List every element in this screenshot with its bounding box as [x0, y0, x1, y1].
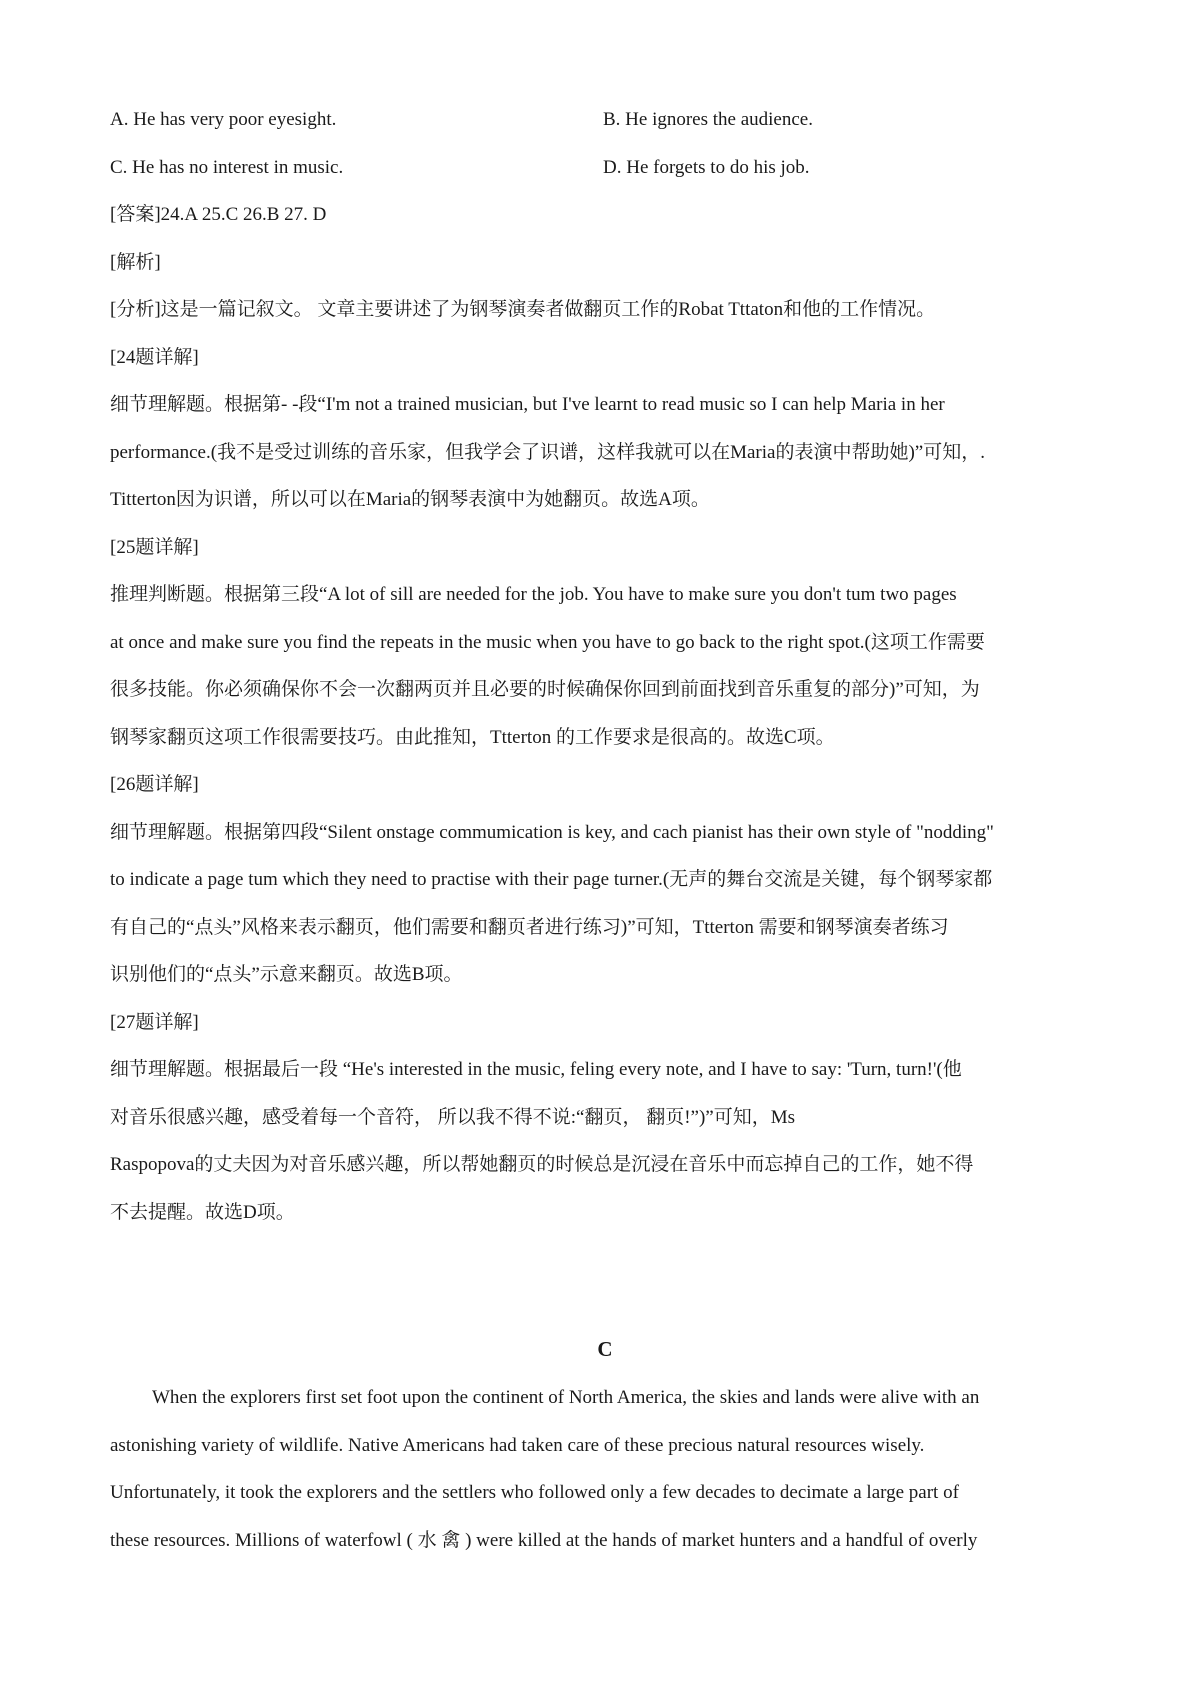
q27-line: 不去提醒。故选D项。	[110, 1201, 295, 1223]
q25-line: 钢琴家翻页这项工作很需要技巧。由此推知，Ttterton 的工作要求是很高的。故选C项。	[110, 726, 835, 748]
option-a: A. He has very poor eyesight.	[110, 109, 337, 130]
q27-line: 对音乐很感兴趣，感受着每一个音符， 所以我不得不说:“翻页， 翻页!”)”可知，Ms	[110, 1106, 796, 1128]
section-c-line: When the explorers first set foot upon the continent of North America, the skies and lands were alive with an	[152, 1387, 980, 1408]
q24-line: 细节理解题。根据第- -段“I'm not a trained musician, but I've learnt to read music so I can help Maria in her	[110, 394, 945, 415]
q24-line: performance.(我不是受过训练的音乐家，但我学会了识谱，这样我就可以在Maria的表演中帮助她)”可知，.	[110, 441, 985, 463]
q25-heading: [25题详解]	[110, 536, 199, 558]
section-c-title: C	[597, 1337, 613, 1361]
option-d: D. He forgets to do his job.	[603, 156, 810, 178]
analysis-summary: [分析]这是一篇记叙文。 文章主要讲述了为钢琴演奏者做翻页工作的Robat Tttaton和他的工作情况。	[110, 299, 936, 320]
section-c-line: these resources. Millions of waterfowl ( 水 禽 ) were killed at the hands of market hunters and a handful of overly	[110, 1529, 978, 1551]
q25-line: 很多技能。你必须确保你不会一次翻两页并且必要的时候确保你回到前面找到音乐重复的部分)”可知，为	[110, 679, 980, 700]
analysis-label: [解析]	[110, 251, 161, 273]
option-c: C. He has no interest in music.	[110, 156, 344, 178]
q26-line: to indicate a page tum which they need to practise with their page turner.(无声的舞台交流是关键，每个钢琴家都	[110, 869, 993, 890]
q26-heading: [26题详解]	[110, 774, 199, 795]
q25-line: 推理判断题。根据第三段“A lot of sill are needed for the job. You have to make sure you don't tum two pages	[110, 584, 957, 605]
q27-heading: [27题详解]	[110, 1011, 199, 1033]
section-c-line: Unfortunately, it took the explorers and the settlers who followed only a few decades to decimate a large part of	[110, 1482, 959, 1503]
q24-heading: [24题详解]	[110, 346, 199, 368]
options-row-cd	[110, 144, 1100, 192]
q24-line: Titterton因为识谱，所以可以在Maria的钢琴表演中为她翻页。故选A项。	[110, 489, 710, 510]
document-page	[110, 96, 1100, 1564]
q27-line: Raspopova的丈夫因为对音乐感兴趣，所以帮她翻页的时候总是沉浸在音乐中而忘掉自己的工作，她不得	[110, 1154, 974, 1175]
q26-line: 有自己的“点头”风格来表示翻页，他们需要和翻页者进行练习)”可知，Ttterton 需要和钢琴演奏者练习	[110, 916, 949, 938]
section-c-line: astonishing variety of wildlife. Native Americans had taken care of these precious natural resources wisely.	[110, 1434, 925, 1456]
q25-line: at once and make sure you find the repeats in the music when you have to go back to the right spot.(这项工作需要	[110, 631, 985, 653]
option-b: B. He ignores the audience.	[603, 109, 813, 130]
q26-line: 细节理解题。根据第四段“Silent onstage commumication is key, and cach pianist has their own style of "nodding"	[110, 821, 994, 843]
options-row-ab	[110, 96, 1100, 144]
q26-line: 识别他们的“点头”示意来翻页。故选B项。	[110, 964, 463, 985]
answer-line: [答案]24.A 25.C 26.B 27. D	[110, 204, 327, 225]
q27-line: 细节理解题。根据最后一段 “He's interested in the music, feling every note, and I have to say: 'Turn, turn!'(他	[110, 1059, 962, 1080]
